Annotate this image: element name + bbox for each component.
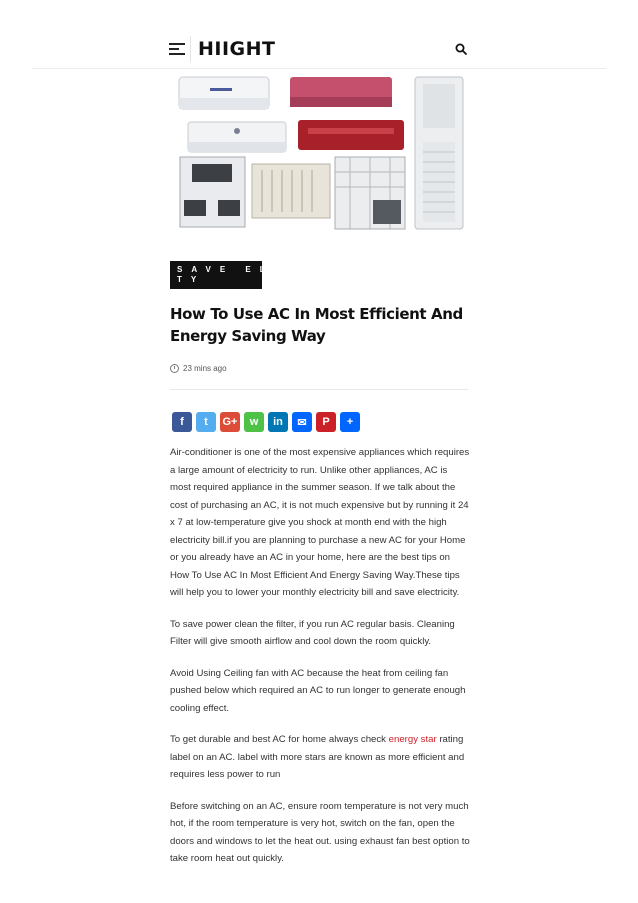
whatsapp-icon: w xyxy=(249,416,259,428)
paragraph-4-text: To get durable and best AC for home always check xyxy=(170,734,389,745)
linkedin-icon: in xyxy=(273,416,283,428)
header-divider xyxy=(190,36,191,62)
facebook-icon: f xyxy=(180,416,184,428)
pinterest-share-button[interactable] xyxy=(316,412,336,432)
paragraph-4 xyxy=(170,731,470,784)
whatsapp-share-button[interactable] xyxy=(244,412,264,432)
site-logo[interactable]: HIIGHT xyxy=(198,38,276,60)
pinterest-icon: P xyxy=(322,416,330,428)
twitter-share-button[interactable] xyxy=(196,412,216,432)
facebook-share-button[interactable] xyxy=(172,412,192,432)
search-icon[interactable] xyxy=(455,43,467,55)
header-border xyxy=(32,68,606,69)
paragraph-2: To save power clean the filter, if you run AC regular basis. Cleaning Filter will give smooth airflow and cool down the room quickly. xyxy=(170,618,455,647)
twitter-icon: t xyxy=(204,416,208,428)
menu-icon[interactable] xyxy=(169,43,185,55)
paragraph-1: Air-conditioner is one of the most expensive appliances which requires a large amount of electricity to run. Unlike other appliances, AC is most required appliance in the summer season. If we talk about the cost of purchasing an AC, it is not much expensive but by running it 24 x 7 at low-temperature give you shock at month end with the high electricity bill.if you are planning to purchase a new AC for your Home or you already have an AC in your home, here are the best tips on How To Use AC In Most Efficient And Energy Saving Way.These tips will help you to lower your monthly electricity bill and save electricity. xyxy=(170,447,470,598)
email-icon: ✉ xyxy=(297,416,307,429)
email-share-button[interactable] xyxy=(292,412,312,432)
paragraph-4-text-end: rating label on an AC. label with more stars are known as more efficient and requires less power to run xyxy=(170,734,465,780)
energy-star-link[interactable]: energy star xyxy=(388,734,437,745)
share-share-button[interactable] xyxy=(340,412,360,432)
clock-icon xyxy=(170,364,179,373)
share-bar xyxy=(172,412,360,432)
article-body xyxy=(170,444,470,882)
post-meta xyxy=(170,364,227,373)
article-title: How To Use AC In Most Efficient And Energy Saving Way xyxy=(170,305,463,345)
linkedin-share-button[interactable] xyxy=(268,412,288,432)
google-plus-icon: G+ xyxy=(222,416,238,428)
category-badge[interactable] xyxy=(170,261,369,289)
meta-divider xyxy=(170,389,468,390)
site-header xyxy=(0,0,638,70)
paragraph-5: Before switching on an AC, ensure room temperature is not very much hot, if the room temperature is very hot, switch on the fan, open the doors and windows to let the heat out. using exhaust fan best option to take room heat out quickly. xyxy=(170,800,470,864)
google-plus-share-button[interactable] xyxy=(220,412,240,432)
paragraph-3: Avoid Using Ceiling fan with AC because the heat from ceiling fan pushed below which required an AC to run longer to generate enough cooling effect. xyxy=(170,667,466,714)
category-label: SAVE ELECTRICITY xyxy=(177,265,369,284)
share-icon: + xyxy=(346,416,354,428)
hero-image-air-conditioners xyxy=(170,72,470,232)
post-time: 23 mins ago xyxy=(183,364,227,373)
